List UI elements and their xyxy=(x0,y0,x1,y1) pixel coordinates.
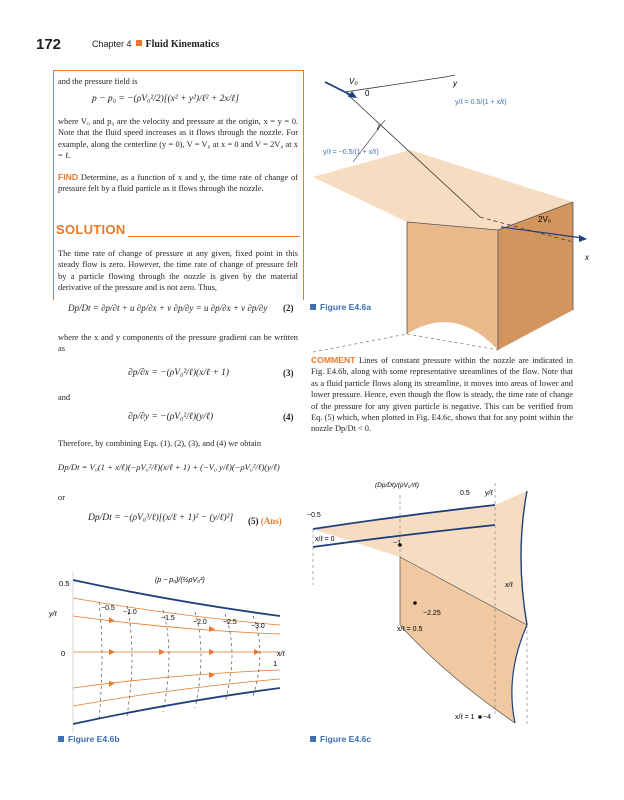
equation-5: Dp/Dt = −(ρV₀³/ℓ)[(x/ℓ + 1)² − (y/ℓ)²] xyxy=(88,513,234,523)
figure-e4-6a xyxy=(305,72,595,312)
equation-4: ∂p/∂y = −(ρV₀²/ℓ)(y/ℓ) xyxy=(128,412,214,422)
frame-rule-top xyxy=(53,70,303,71)
equation-4-number: (4) xyxy=(283,412,294,422)
pressure-label: (p − p₀)/(½ρV₀²) xyxy=(155,577,205,584)
equation-2-number: (2) xyxy=(283,303,294,313)
square-icon xyxy=(310,304,316,310)
figure-e4-6b-caption: Figure E4.6b xyxy=(58,734,120,744)
pressure-equation: p − p₀ = −(ρV₀²/2)[(x² + y²)/ℓ² + 2x/ℓ] xyxy=(92,94,239,104)
and-text: and xyxy=(58,393,71,402)
label-x-ell: x/ℓ xyxy=(505,582,513,589)
contour-label-1: −0.5 xyxy=(101,605,115,612)
solution-paragraph-3: Therefore, by combining Eqs. (1), (2), (3), and (4) we obtain xyxy=(58,439,262,448)
find-label: FIND xyxy=(58,172,79,182)
label-neg-0-5: −0.5 xyxy=(307,512,321,519)
x-axis-label: x/ℓ xyxy=(277,651,285,658)
equation-3-number: (3) xyxy=(283,368,294,378)
square-icon xyxy=(58,736,64,742)
contour-label-5: −2.5 xyxy=(223,619,237,626)
find-paragraph: FIND Determine, as a function of x and y, the time rate of change of pressure felt by a fluid particle as it flows through the nozzle. xyxy=(58,172,298,194)
label-x-0-5: x/ℓ = 0.5 xyxy=(397,626,423,633)
label-x-0: x/ℓ = 0 xyxy=(315,536,335,543)
square-icon xyxy=(310,736,316,742)
page-number: 172 xyxy=(36,36,62,53)
frame-rule xyxy=(53,70,54,300)
contour-label-3: −1.5 xyxy=(161,615,175,622)
solution-heading: SOLUTION xyxy=(56,222,126,237)
y-axis-label: y/ℓ xyxy=(49,611,57,618)
intro-paragraph: where V₀ and p₀ are the velocity and pressure at the origin, x = y = 0. Note that the fluid speed increases as it flows through the nozzle. For example, along the centerline (y = 0), V = V₀ at x = 0 and V = 2V₀ at x = ℓ. xyxy=(58,117,298,161)
label-neg-2-25: −2.25 xyxy=(423,610,441,617)
lower-wall xyxy=(73,688,280,724)
figure-e4-6a-caption: Figure E4.6a xyxy=(310,302,371,312)
two-v0-label: 2V₀ xyxy=(538,215,552,224)
nozzle-side-face xyxy=(407,222,498,350)
y-axis xyxy=(345,77,445,92)
solution-paragraph-1: The time rate of change of pressure at any given, fixed point in this steady flow is zero. However, the time rate of change of pressure felt by a particle flowing through the nozzle is given by the material derivative of the pressure and is not zero. Thus, xyxy=(58,249,298,293)
comment-label: COMMENT xyxy=(311,355,356,365)
label-0-5: 0.5 xyxy=(460,490,470,497)
or-text: or xyxy=(58,493,65,502)
origin-label: 0 xyxy=(365,89,370,98)
ell-label: ℓ xyxy=(377,123,380,132)
intro-line: and the pressure field is xyxy=(58,77,138,86)
comment-paragraph: COMMENT Lines of constant pressure within the nozzle are indicated in Fig. E4.6b, along with some representative streamlines of the flow. Note that as a fluid particle flows along its streamline, it moves into areas of lower and lower pressure. Hence, even though the flow is steady, the time rate of change of the pressure for any given particle is negative. This can be verified from Eq. (5) which, when plotted in Fig. E4.6c, shows that for any point within the nozzle Dp/Dt < 0. xyxy=(311,355,573,434)
label-y-ell: y/ℓ xyxy=(485,490,493,497)
page-header xyxy=(36,36,596,56)
z-axis-label: (Dp/Dt)/(ρV₀³/ℓ) xyxy=(375,482,419,489)
equation-5-number: (5) (Ans) xyxy=(248,516,282,526)
answer-label: (Ans) xyxy=(260,516,282,526)
y-tick-0-5: 0.5 xyxy=(59,579,70,588)
frame-rule-right xyxy=(303,70,304,300)
contour-label-4: −2.0 xyxy=(193,619,207,626)
bottom-streamline-equation: y/ℓ = −0.5/(1 + x/ℓ) xyxy=(323,149,379,156)
y-axis-label: y xyxy=(453,79,457,88)
figure-e4-6c xyxy=(305,475,595,735)
solution-paragraph-2: where the x and y components of the pressure gradient can be written as xyxy=(58,333,298,354)
label-neg-4: −4 xyxy=(483,714,491,721)
chapter-label: Chapter 4 Fluid Kinematics xyxy=(92,39,220,50)
label-neg-1: −1 xyxy=(393,540,401,547)
figure-e4-6b xyxy=(49,572,305,732)
contour-label-6: −3.0 xyxy=(251,623,265,630)
contour-label-2: −1.0 xyxy=(123,609,137,616)
square-icon xyxy=(136,40,142,46)
combined-equation: Dp/Dt = V₀(1 + x/ℓ)(−ρV₀²/ℓ)(x/ℓ + 1) + (−V₀ y/ℓ)(−ρV₀²/ℓ)(y/ℓ) xyxy=(58,462,280,472)
figure-e4-6c-caption: Figure E4.6c xyxy=(310,734,371,744)
top-streamline-equation: y/ℓ = 0.5/(1 + x/ℓ) xyxy=(455,99,507,106)
y-tick-0: 0 xyxy=(61,649,66,658)
equation-2: Dp/Dt = ∂p/∂t + u ∂p/∂x + v ∂p/∂y = u ∂p/∂x + v ∂p/∂y xyxy=(68,303,268,313)
label-x-1: x/ℓ = 1 xyxy=(455,714,475,721)
x-tick-1: 1 xyxy=(273,659,278,668)
equation-3: ∂p/∂x = −(ρV₀²/ℓ)(x/ℓ + 1) xyxy=(128,368,230,378)
solution-rule xyxy=(128,236,300,237)
x-axis-label: x xyxy=(585,253,589,262)
v0-label: V₀ xyxy=(349,77,358,86)
